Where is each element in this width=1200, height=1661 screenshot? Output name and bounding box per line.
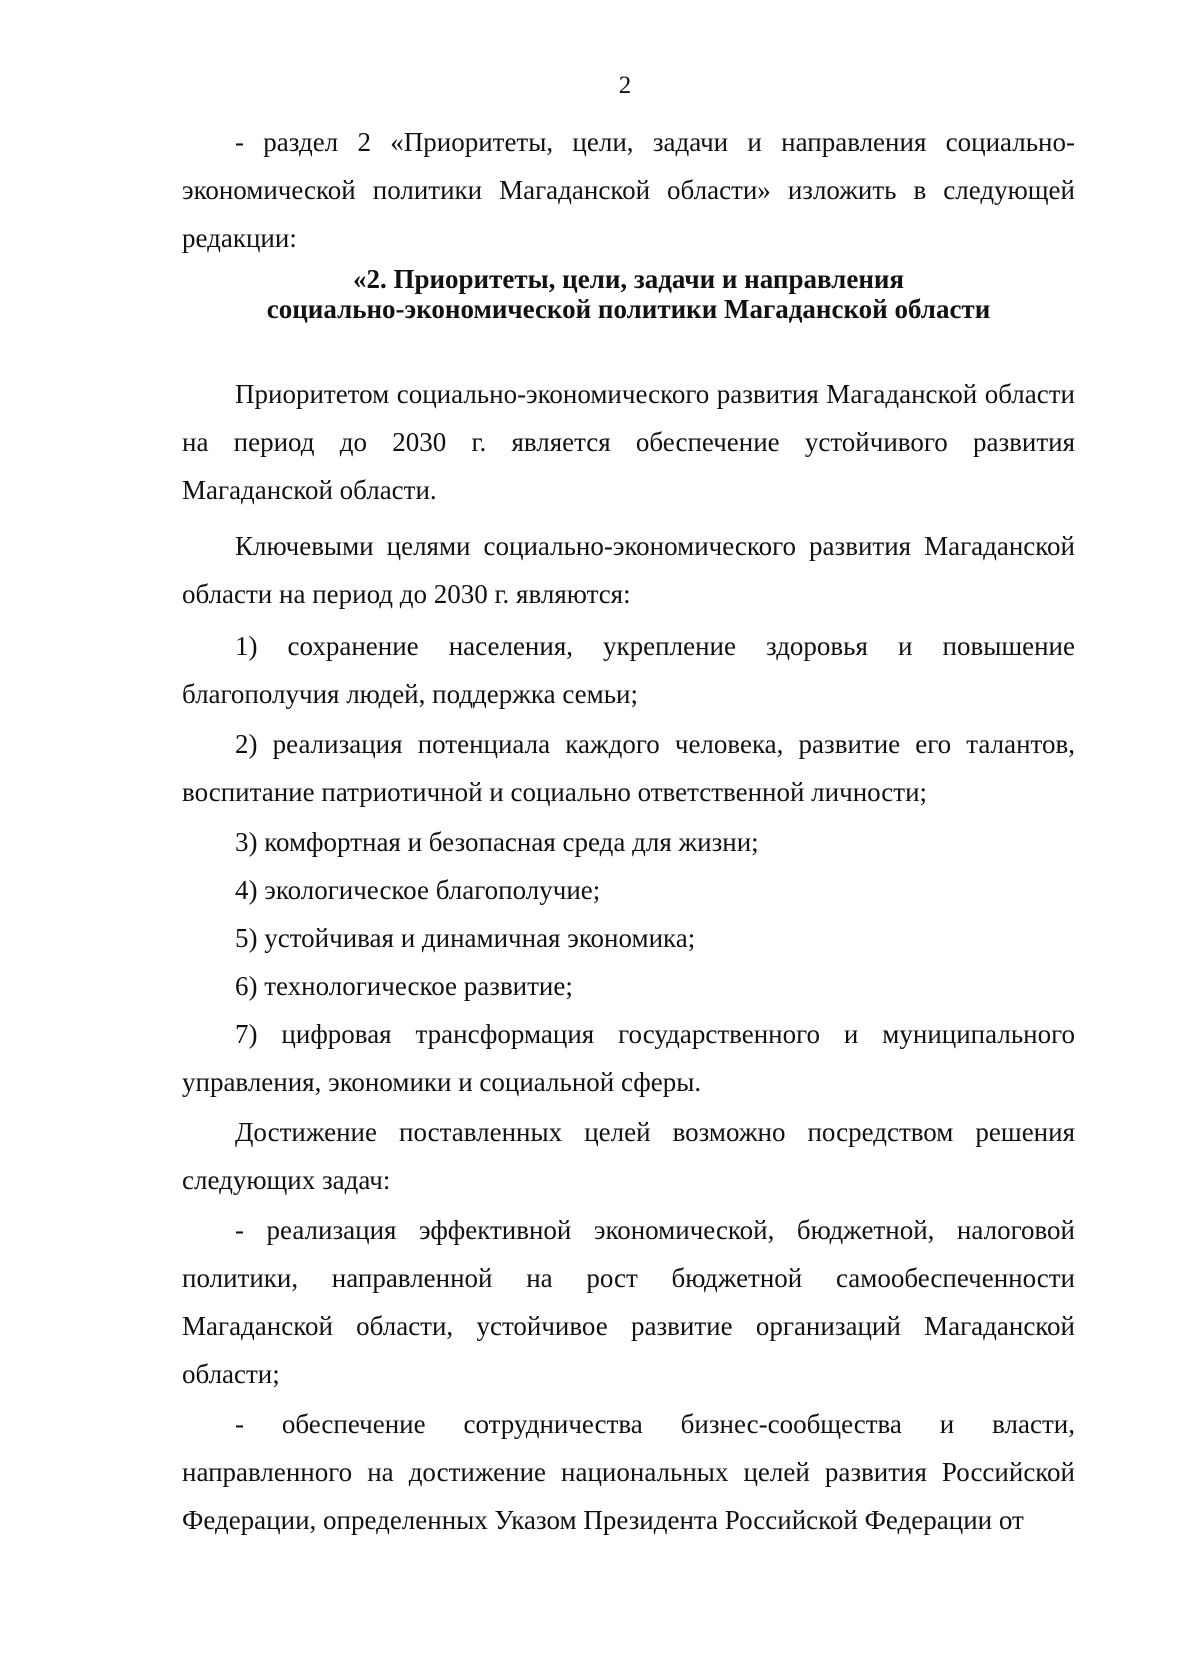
task-item-1: - реализация эффективной экономической, бюджетной, налоговой политики, направленной на рост бюджетной самообеспеченности Магаданской области, устойчивое развитие организаций Магаданской области; [182, 1215, 1075, 1389]
section-heading-line-1: «2. Приоритеты, цели, задачи и направления [352, 264, 905, 294]
goal-item-5: 5) устойчивая и динамичная экономика; [235, 923, 696, 953]
intro-paragraph: - раздел 2 «Приоритеты, цели, задачи и направления социально-экономической политики Магаданской области» изложить в следующей редакции: [182, 127, 1075, 253]
goal-item-1: 1) сохранение населения, укрепление здоровья и повышение благополучия людей, поддержка семьи; [182, 631, 1075, 709]
document-body [182, 118, 1075, 1544]
goal-item-3: 3) комфортная и безопасная среда для жизни; [235, 827, 759, 857]
goal-item-7: 7) цифровая трансформация государственного и муниципального управления, экономики и социальной сферы. [182, 1019, 1075, 1097]
task-item-2: - обеспечение сотрудничества бизнес-сообщества и власти, направленного на достижение национальных целей развития Российской Федерации, определенных Указом Президента Российской Федерации от [182, 1409, 1075, 1535]
page-number: 2 [618, 72, 632, 99]
section-heading [182, 264, 1075, 324]
priority-paragraph: Приоритетом социально-экономического развития Магаданской области на период до 2030 г. является обеспечение устойчивого развития Магаданской области. [182, 379, 1075, 505]
goal-item-2: 2) реализация потенциала каждого человека, развитие его талантов, воспитание патриотичной и социально ответственной личности; [182, 729, 1075, 807]
tasks-intro-paragraph: Достижение поставленных целей возможно посредством решения следующих задач: [182, 1117, 1075, 1195]
section-heading-line-2: социально-экономической политики Магаданской области [266, 294, 991, 324]
goal-item-4: 4) экологическое благополучие; [235, 875, 601, 905]
goals-intro-paragraph: Ключевыми целями социально-экономического развития Магаданской области на период до 2030 г. являются: [182, 531, 1075, 609]
spacer [182, 324, 1075, 370]
goal-item-6: 6) технологическое развитие; [235, 971, 573, 1001]
